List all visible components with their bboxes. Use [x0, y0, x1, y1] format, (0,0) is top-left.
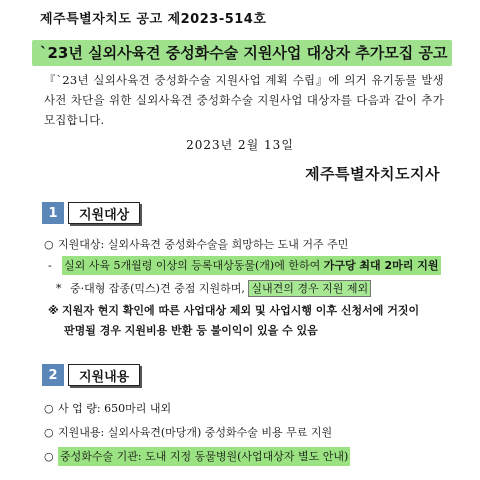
section-1-note-line-2: 판명될 경우 지원비용 반환 등 불이익이 있을 수 있음 — [64, 324, 318, 337]
bullet-circle: ○ — [44, 402, 54, 415]
section-2-heading — [42, 364, 140, 386]
item-text: 지원대상: 실외사육견 중성화수술을 희망하는 도내 거주 주민 — [58, 238, 349, 251]
issuer-name: 제주특별자치도지사 — [305, 165, 440, 183]
section-2-item-content — [44, 424, 332, 440]
dash-marker: - — [48, 259, 52, 272]
document-title: `23년 실외사육견 중성화수술 지원사업 대상자 추가모집 공고 — [40, 44, 448, 62]
section-1-heading — [42, 202, 140, 224]
note-marker: ※ — [48, 304, 59, 317]
section-1-item-target — [44, 236, 348, 252]
bullet-circle: ○ — [44, 426, 54, 439]
item-emphasis: 가구당 최대 2마리 지원 — [323, 259, 439, 272]
section-2-title: 지원내용 — [68, 364, 140, 386]
item-text: 중성화수술 기관: 도내 지정 동물병원(사업대상자 별도 안내) — [58, 447, 350, 466]
item-text: 중·대형 잡종(믹스)견 중점 지원하며, — [70, 282, 249, 295]
notice-date: 2023년 2월 13일 — [186, 138, 294, 152]
item-text: 지원내용: 실외사육견(마당개) 중성화수술 비용 무료 지원 — [58, 426, 333, 439]
section-1-item-age — [48, 257, 441, 273]
asterisk-marker: * — [56, 282, 62, 295]
notice-number: 제주특별자치도 공고 제2023-514호 — [40, 12, 267, 27]
item-boxed-emphasis: 실내견의 경우 지원 제외 — [248, 280, 371, 297]
note-text: 지원자 현지 확인에 따른 사업대상 제외 및 사업시행 이후 신청서에 거짓이 — [62, 304, 420, 317]
section-2-item-quantity — [44, 400, 171, 416]
item-text: 실외 사육 5개월령 이상의 등록대상동물(개)에 한하여 — [64, 259, 324, 272]
item-text: 사 업 량: 650마리 내외 — [58, 402, 172, 415]
section-1-note-line-1 — [48, 302, 419, 318]
section-2-item-clinic — [44, 448, 350, 464]
bullet-circle: ○ — [44, 238, 54, 251]
section-1-title: 지원대상 — [68, 202, 140, 224]
section-2-number: 2 — [42, 364, 64, 386]
bullet-circle: ○ — [44, 450, 54, 463]
section-1-item-breed — [56, 280, 371, 296]
section-1-number: 1 — [42, 202, 64, 224]
intro-paragraph: 『`23년 실외사육견 중성화수술 지원사업 계획 수립』에 의거 유기동물 발생 사전 차단을 위한 실외사육견 중성화수술 지원사업 대상자를 다음과 같이 추가 모집합니다. — [44, 73, 444, 127]
